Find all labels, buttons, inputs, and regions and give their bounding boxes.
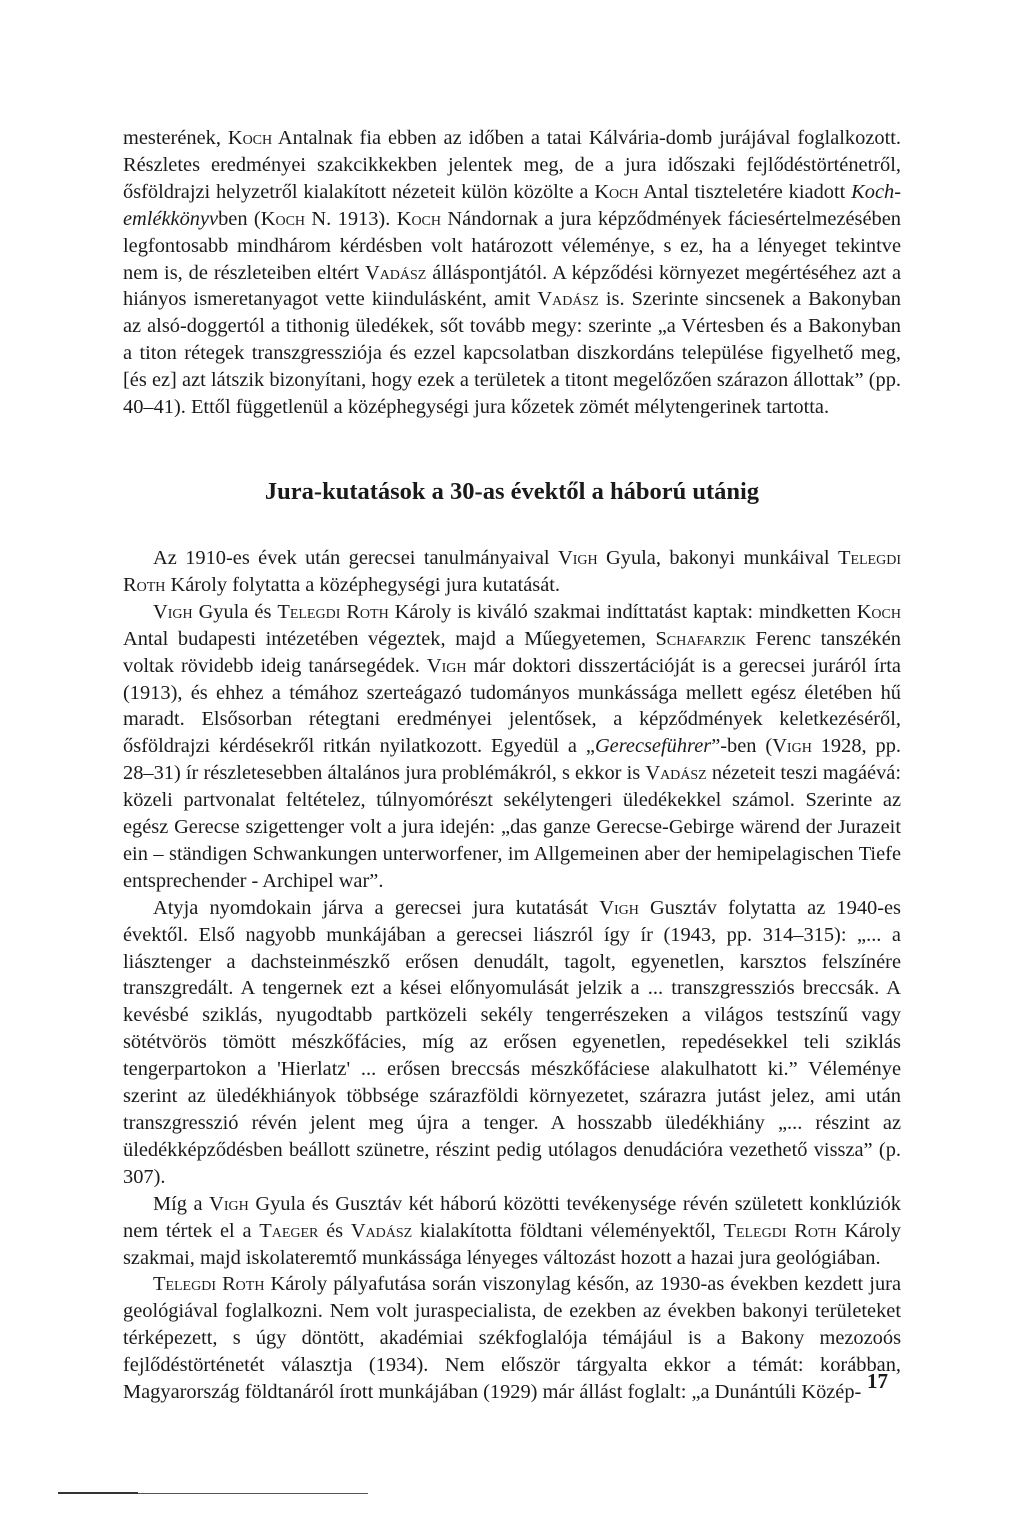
text-run: Az 1910-es évek után gerecsei tanulmányaival bbox=[153, 546, 558, 569]
author-name: Telegdi Roth bbox=[153, 1273, 265, 1296]
page-number: 17 bbox=[867, 1369, 888, 1393]
section-heading: Jura-kutatások a 30-as évektől a háború utánig bbox=[264, 477, 760, 505]
paragraph-vigh-gyula bbox=[123, 599, 901, 895]
text-run: Míg a bbox=[153, 1192, 210, 1215]
text-run: Károly folytatta a középhegységi jura kutatását. bbox=[165, 573, 561, 596]
author-name: Vigh bbox=[599, 896, 639, 919]
author-name: Vigh bbox=[153, 600, 193, 623]
text-run: ”-ben ( bbox=[711, 735, 773, 758]
text-run: Atyja nyomdokain járva a gerecsei jura kutatását bbox=[153, 896, 600, 919]
text-run: kialakította földtani véleményektől, bbox=[412, 1219, 724, 1242]
author-name: Vadász bbox=[537, 288, 599, 311]
author-name: Vadász bbox=[364, 261, 427, 284]
text-run: és bbox=[318, 1219, 351, 1242]
author-name: Vadász bbox=[645, 762, 707, 785]
text-run: 1928, pp. 28–31) ír részletesebben általános jura problémákról, s ekkor is bbox=[123, 735, 902, 785]
text-run: Károly is kiváló szakmai indíttatást kaptak: mindketten bbox=[388, 600, 857, 623]
text-run: Károly szakmai, majd iskolateremtő munkássága lényeges változást hozott a hazai jura geológiában. bbox=[123, 1219, 901, 1269]
text-run: Gyula és bbox=[192, 600, 278, 623]
author-name: Schafarzik bbox=[655, 627, 746, 650]
text-run: is. Szerinte sincsenek a Bakonyban az alsó-doggertól a tithonig üledékek, sőt tovább megy: szerinte „a Vértesben és a Bakonyban a titon rétegek transzgressziója és ezzel kapcsolatban diszkordáns települése figyelhető meg, [és ez] azt látszik bizonyítani, hogy ezek a területek a titont megelőzően szárazon állottak” (pp. 40–41). Ettől függetlenül a középhegységi jura kőzetek zömét mélytengerinek tartotta. bbox=[123, 288, 901, 419]
page-body bbox=[123, 125, 901, 1406]
footer-rule-mark bbox=[58, 1492, 138, 1494]
author-name: Telegdi Roth bbox=[123, 546, 901, 596]
text-run: Gusztáv folytatta az 1940-es évektől. Első nagyobb munkájában a gerecsei liászról így ír (1943, pp. 314–315): „... a liásztenger a dachsteinmészkő erősen denudált, tagolt, egyenetlen, karsztos felszínére transzgredált. A tengernek ezt a kései előnyomulását jelzik a ... transzgressziós breccsák. A kevésbé sziklás, nyugodtabb partközeli sekély tengerrészeken a világos testszínű vagy sötétvörös tömött mészkőfácies, míg az erősen egyenetlen, repedésekkel teli sziklás tengerpartokon a 'Hierlatz' ... erősen breccsás mészkőfáciese alakulhatott ki.” Véleménye szerint az üledékhiányok többsége szárazföldi környezetet, szárazra jutást jelez, ami után transzgresszió révén jelent meg újra a tenger. A hosszabb üledékhiány „... részint az üledékképződésben beállott szünetre, részint pedig utólagos denudációra vezethető vissza” (p. 307). bbox=[123, 896, 901, 1188]
author-name: Vadász bbox=[350, 1219, 413, 1242]
text-run: Gyula, bakonyi munkáival bbox=[597, 546, 838, 569]
text-run: nézeteit teszi magáévá: közeli partvonalat feltételez, túlnyomórészt sekélytengeri üledékekkel számol. Szerinte az egész Gerecse szigettenger volt a jura idején: „das ganze Gerecse-Gebirge wärend der Jurazeit ein – ständigen Schwankungen unterworfener, im Allgemeinen aber der hemipelagischen Tiefe entsprechender - Archipel war”. bbox=[123, 762, 902, 892]
text-run: Károly pályafutása során viszonylag későn, az 1930-as években kezdett jura geológiával foglalkozni. Nem volt juraspecialista, de ezekben az években bakonyi területeket térképezett, s úgy döntött, akadémiai székfoglalója témájául is a Bakony mezozoós fejlődéstörténetét választja (1934). Nem először tárgyalta ekkor a témát: korábban, Magyarország földtanáról írott munkájában (1929) már állást foglalt: „a Dunántúli Közép- bbox=[123, 1273, 901, 1404]
text-run: mesterének, bbox=[123, 127, 228, 149]
author-name: Taeger bbox=[259, 1219, 319, 1242]
paragraph-telegdi-roth bbox=[123, 1271, 901, 1406]
paragraph-vigh-gusztav bbox=[123, 895, 901, 1191]
text-run: Antalnak fia ebben az időben a tatai Kálvária-domb jurájával foglalkozott. Részletes eredményei szakcikkekben jelentek meg, de a jura időszaki fejlődéstörténetről, ősföldrajzi helyzetről kialakított nézeteit külön közölte a bbox=[123, 127, 901, 203]
author-name: Koch bbox=[594, 180, 639, 203]
text-run: Antal budapesti intézetében végeztek, majd a Műegyetemen, bbox=[123, 627, 656, 650]
author-name: Vigh bbox=[772, 735, 812, 758]
author-name: Koch bbox=[260, 207, 306, 230]
author-name: Koch bbox=[227, 127, 273, 149]
text-run: ben ( bbox=[218, 207, 261, 230]
paragraph-intro bbox=[123, 545, 901, 599]
author-name: Vigh bbox=[209, 1192, 249, 1215]
text-run: Ferenc tanszékén voltak rövidebb ideig tanársegédek. bbox=[123, 627, 901, 677]
paragraph-conclusions bbox=[123, 1191, 901, 1272]
book-title: Gerecseführer bbox=[594, 735, 712, 758]
author-name: Vigh bbox=[426, 654, 467, 677]
text-run: N. 1913). bbox=[305, 207, 397, 230]
text-run: Gyula és Gusztáv két háború közötti tevékenysége révén született konklúziók nem tértek el a bbox=[123, 1192, 901, 1242]
book-title: Koch-emlékkönyv bbox=[123, 180, 901, 230]
author-name: Koch bbox=[856, 600, 901, 623]
author-name: Vigh bbox=[557, 546, 598, 569]
paragraph-koch-nandor bbox=[123, 125, 901, 421]
author-name: Telegdi Roth bbox=[723, 1219, 837, 1242]
author-name: Telegdi Roth bbox=[277, 600, 389, 623]
text-run: már doktori disszertációját is a gerecsei juráról írta (1913), és ehhez a témához szerteágazó tudományos munkássága mellett egész életében hű maradt. Elsősorban rétegtani eredményei jelentősek, a képződmények keletkezéséről, ősföldrajzi kérdésekről ritkán nyilatkozott. Egyedül a „ bbox=[123, 654, 901, 758]
text-run: Antal tiszteletére kiadott bbox=[638, 180, 852, 203]
text-run: álláspontjától. A képződési környezet megértéséhez azt a hiányos ismeretanyagot vette kiindulásként, amit bbox=[123, 261, 902, 311]
text-run: Nándornak a jura képződmények fáciesértelmezésében legfontosabb mindhárom kérdésben volt határozott véleménye, s ez, ha a lényeget tekintve nem is, de részleteiben eltért bbox=[123, 207, 901, 284]
author-name: Koch bbox=[396, 207, 442, 230]
